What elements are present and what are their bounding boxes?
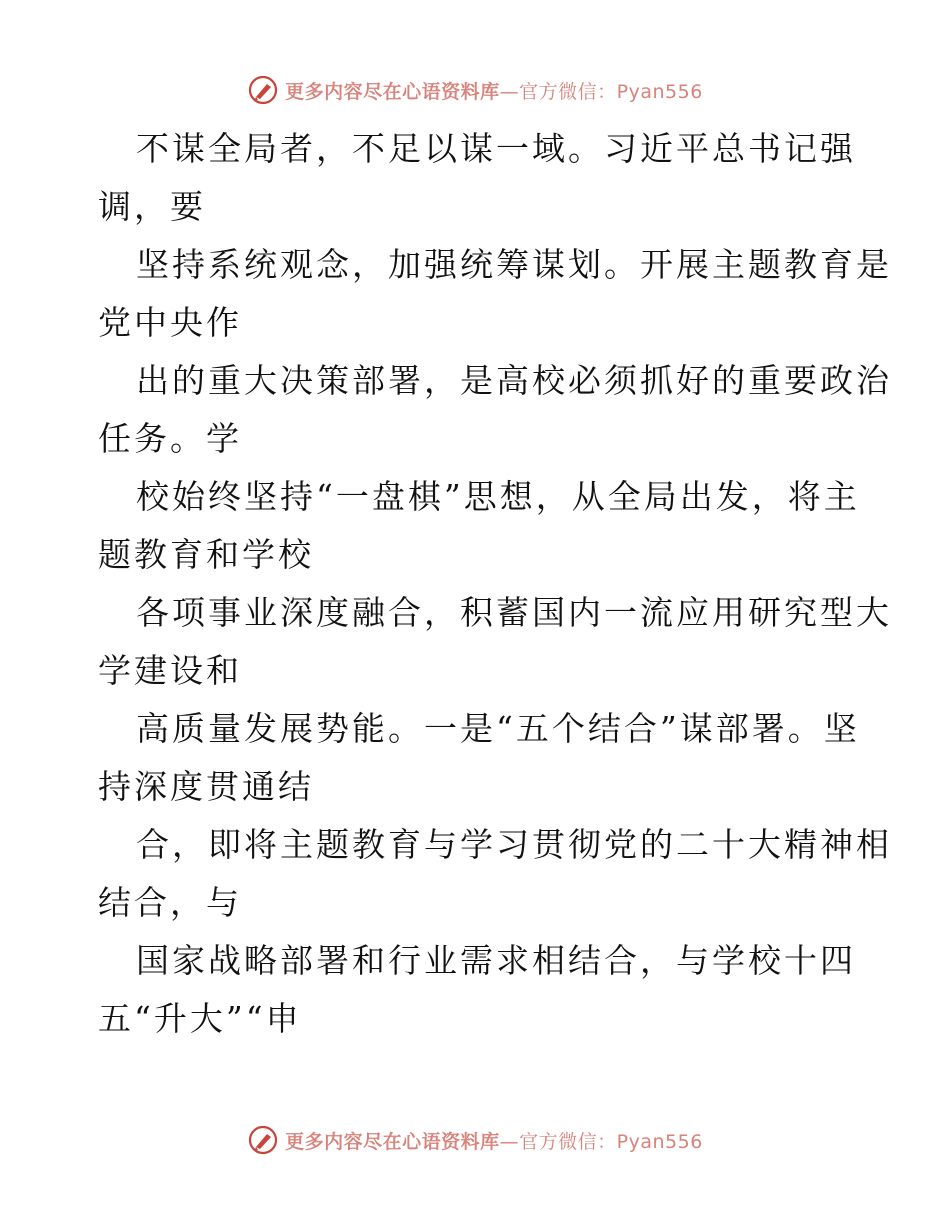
- body-text-line: 题教育和学校: [98, 535, 314, 574]
- watermark-brand: 更多内容尽在心语资料库: [285, 1130, 500, 1153]
- body-text-line: 国家战略部署和行业需求相结合，与学校十四: [136, 941, 856, 980]
- body-text-line: 学建设和: [98, 651, 242, 690]
- watermark-brand: 更多内容尽在心语资料库: [285, 80, 500, 103]
- body-text-line: 调，要: [98, 187, 206, 226]
- watermark-suffix: —官方微信：Pyan556: [499, 1130, 703, 1153]
- body-text-line: 结合，与: [98, 883, 242, 922]
- body-text-line: 坚持系统观念，加强统筹谋划。开展主题教育是: [136, 245, 892, 284]
- header-watermark: [0, 70, 950, 110]
- watermark-text: [285, 77, 703, 104]
- body-text-line: 不谋全局者，不足以谋一域。习近平总书记强: [136, 129, 856, 168]
- pen-logo-icon: [247, 74, 279, 106]
- body-text-line: 任务。学: [98, 419, 242, 458]
- footer-watermark: [0, 1120, 950, 1160]
- body-text-line: 各项事业深度融合，积蓄国内一流应用研究型大: [136, 593, 892, 632]
- watermark-text: [285, 1127, 703, 1154]
- body-text-line: 五“升大”“申: [98, 999, 302, 1038]
- watermark-suffix: —官方微信：Pyan556: [499, 80, 703, 103]
- pen-logo-icon: [247, 1124, 279, 1156]
- body-text-line: 高质量发展势能。一是“五个结合”谋部署。坚: [136, 709, 860, 748]
- document-body: [98, 120, 892, 1048]
- body-text-line: 合，即将主题教育与学习贯彻党的二十大精神相: [136, 825, 892, 864]
- body-text-line: 持深度贯通结: [98, 767, 314, 806]
- body-text-line: 校始终坚持“一盘棋”思想，从全局出发，将主: [136, 477, 860, 516]
- body-text-line: 党中央作: [98, 303, 242, 342]
- body-text-line: 出的重大决策部署，是高校必须抓好的重要政治: [136, 361, 892, 400]
